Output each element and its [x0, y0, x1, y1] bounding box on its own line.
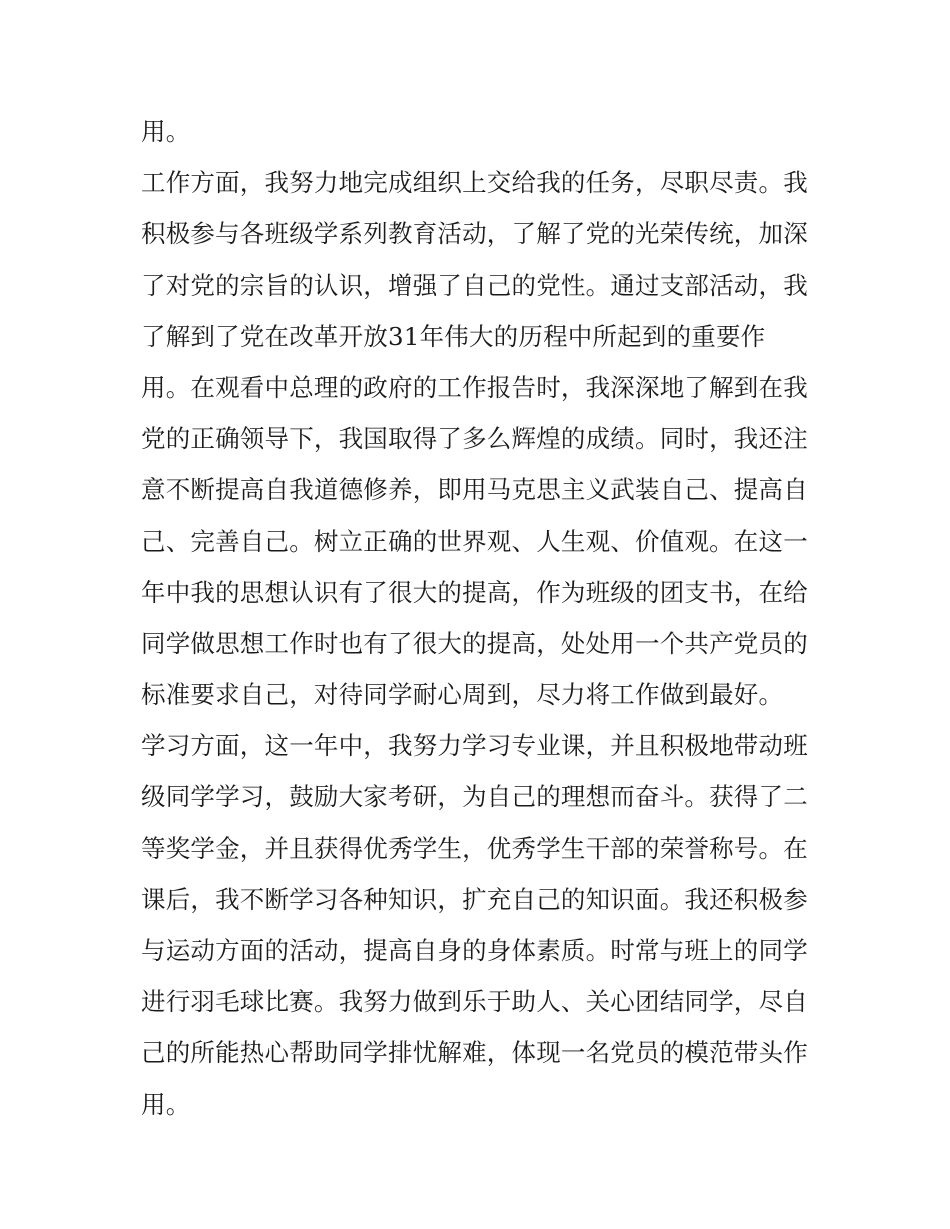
text-line: 己、完善自己。树立正确的世界观、人生观、价值观。在这一 [141, 526, 808, 556]
body-text [141, 106, 821, 1130]
text-line: 年中我的思想认识有了很大的提高，作为班级的团支书，在给 [141, 577, 808, 607]
text-line: 等奖学金，并且获得优秀学生，优秀学生干部的荣誉称号。在 [141, 833, 808, 863]
text-line: 己的所能热心帮助同学排忧解难，体现一名党员的模范带头作 [141, 1038, 808, 1068]
text-line: 用。 [141, 1089, 191, 1119]
text-line: 意不断提高自我道德修养，即用马克思主义武装自己、提高自 [141, 475, 808, 505]
text-line: 用。 [141, 117, 191, 146]
text-line: 进行羽毛球比赛。我努力做到乐于助人、关心团结同学，尽自 [141, 987, 808, 1017]
text-line: 同学做思想工作时也有了很大的提高，处处用一个共产党员的 [141, 628, 808, 658]
text-line: 了解到了党在改革开放31年伟大的历程中所起到的重要作 [141, 321, 766, 351]
text-line: 标准要求自己，对待同学耐心周到，尽力将工作做到最好。 [141, 680, 784, 710]
text-line: 学习方面，这一年中，我努力学习专业课，并且积极地带动班 [141, 731, 808, 761]
text-line: 积极参与各班级学系列教育活动，了解了党的光荣传统，加深 [141, 219, 808, 249]
text-line: 课后，我不断学习各种知识，扩充自己的知识面。我还积极参 [141, 884, 808, 914]
text-line: 级同学学习，鼓励大家考研，为自己的理想而奋斗。获得了二 [141, 782, 808, 812]
text-line: 工作方面，我努力地完成组织上交给我的任务，尽职尽责。我 [141, 168, 808, 198]
text-line: 与运动方面的活动，提高自身的身体素质。时常与班上的同学 [141, 936, 808, 965]
text-line: 了对党的宗旨的认识，增强了自己的党性。通过支部活动，我 [141, 270, 808, 300]
text-line: 用。在观看中总理的政府的工作报告时，我深深地了解到在我 [141, 372, 808, 402]
text-line: 党的正确领导下，我国取得了多么辉煌的成绩。同时，我还注 [141, 424, 808, 454]
